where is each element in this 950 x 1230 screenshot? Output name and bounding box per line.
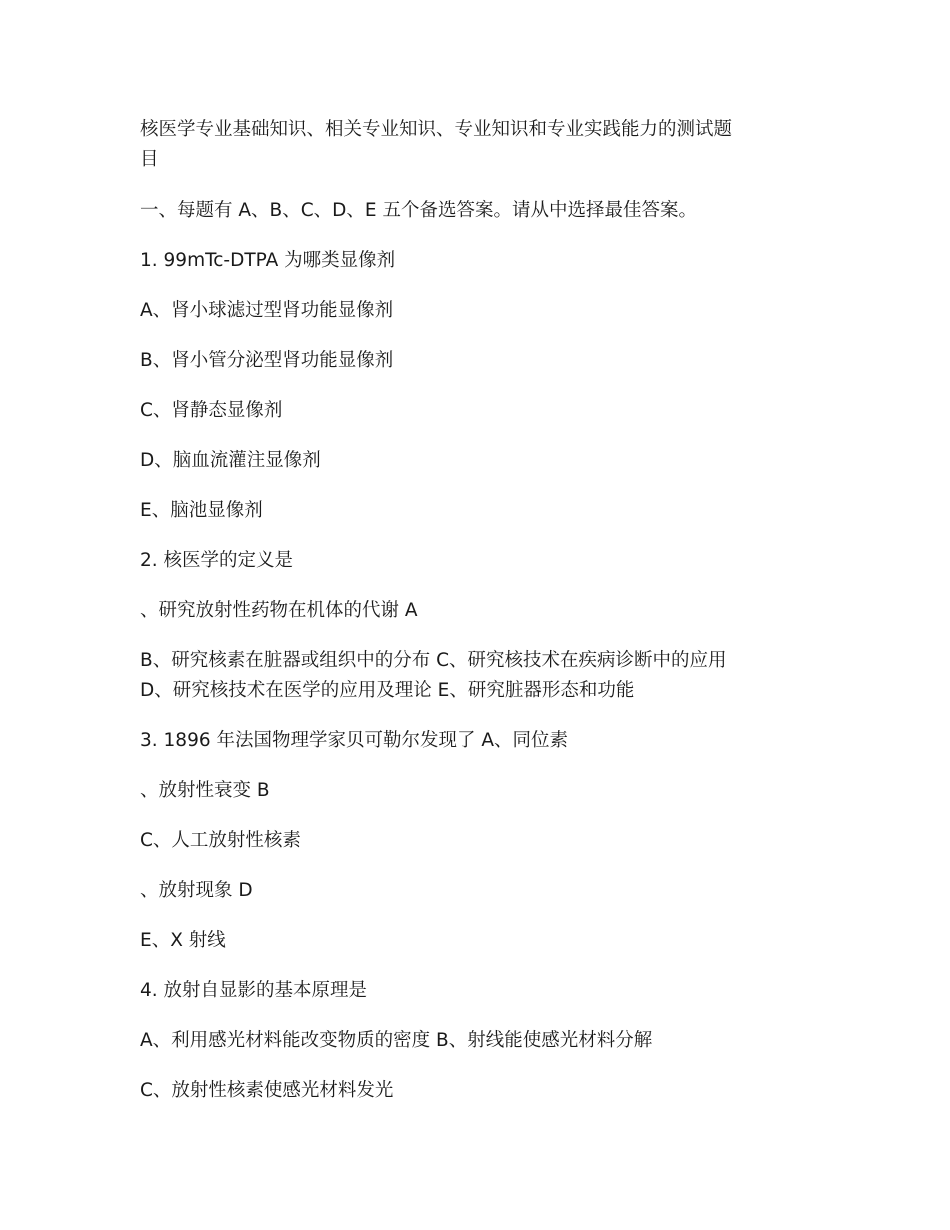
q2-options-b-c: B、研究核素在脏器或组织中的分布 C、研究核技术在疾病诊断中的应用 <box>140 650 727 671</box>
q1-option-e: E、脑池显像剂 <box>140 500 263 521</box>
section-instruction: 一、每题有 A、B、C、D、E 五个备选答案。请从中选择最佳答案。 <box>140 200 697 221</box>
q2-option-a: 、研究放射性药物在机体的代谢 A <box>140 600 418 621</box>
document-title-line-1: 核医学专业基础知识、相关专业知识、专业知识和专业实践能力的测试题 <box>140 119 733 140</box>
question-1: 1. 99mTc-DTPA 为哪类显像剂 <box>140 250 396 271</box>
q3-option-d: 、放射现象 D <box>140 880 253 901</box>
question-2: 2. 核医学的定义是 <box>140 550 294 571</box>
q3-option-b: 、放射性衰变 B <box>140 780 270 801</box>
q1-option-b: B、肾小管分泌型肾功能显像剂 <box>140 350 394 371</box>
document-title-line-2: 目 <box>140 149 159 170</box>
q4-option-c: C、放射性核素使感光材料发光 <box>140 1080 394 1101</box>
q4-options-a-b: A、利用感光材料能改变物质的密度 B、射线能使感光材料分解 <box>140 1030 653 1051</box>
q1-option-c: C、肾静态显像剂 <box>140 400 283 421</box>
q2-options-d-e: D、研究核技术在医学的应用及理论 E、研究脏器形态和功能 <box>140 680 635 701</box>
question-4: 4. 放射自显影的基本原理是 <box>140 980 368 1001</box>
q3-option-c: C、人工放射性核素 <box>140 830 301 851</box>
q3-option-e: E、X 射线 <box>140 930 226 951</box>
document-page <box>140 115 820 1105</box>
question-3: 3. 1896 年法国物理学家贝可勒尔发现了 A、同位素 <box>140 730 569 751</box>
q1-option-d: D、脑血流灌注显像剂 <box>140 450 321 471</box>
q1-option-a: A、肾小球滤过型肾功能显像剂 <box>140 300 394 321</box>
